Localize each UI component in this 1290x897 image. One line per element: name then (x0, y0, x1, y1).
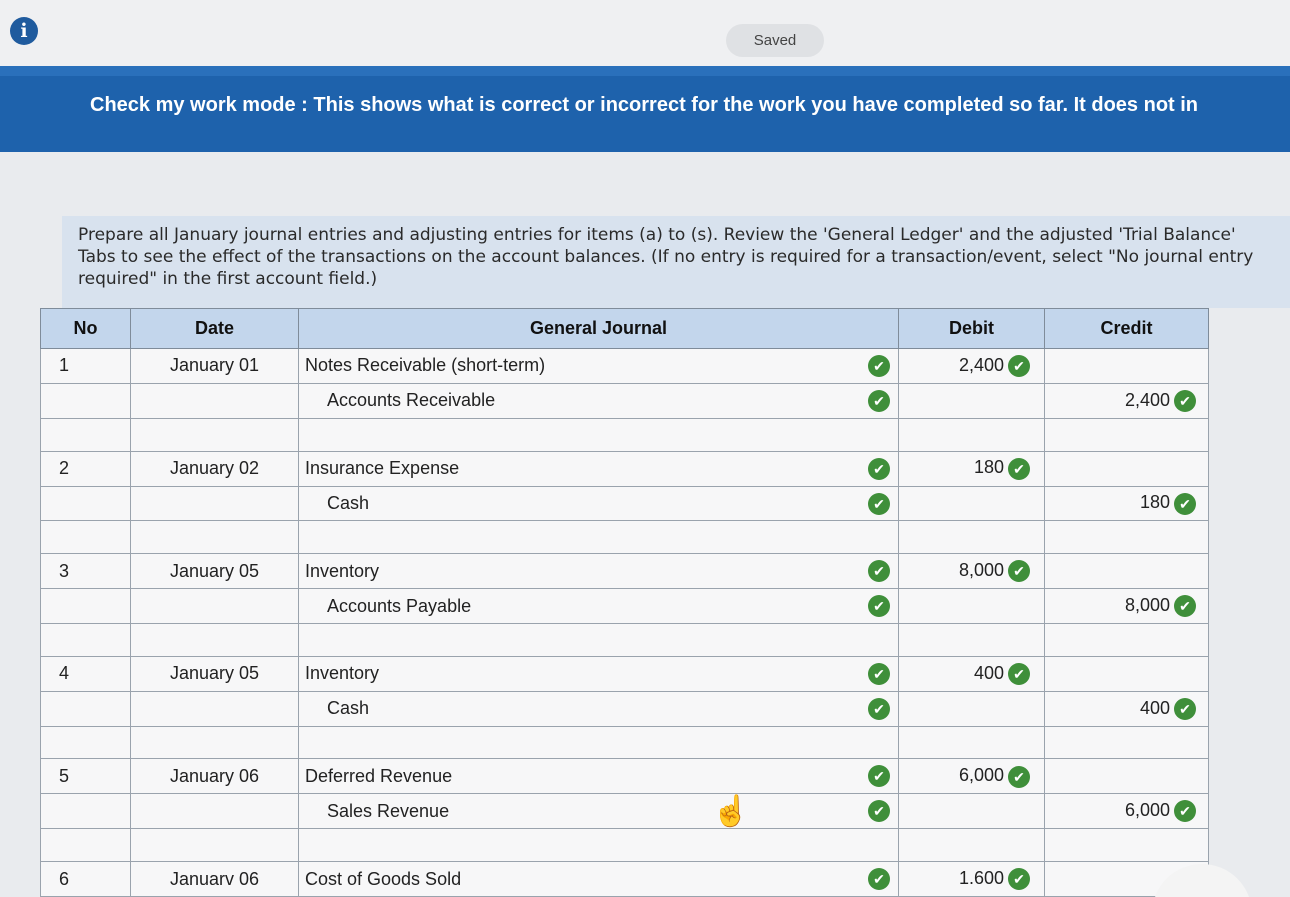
check-circle-icon: ✔ (868, 698, 890, 720)
table-row (41, 383, 1209, 418)
check-circle-icon: ✔ (1174, 595, 1196, 617)
credit-field[interactable] (1045, 383, 1209, 418)
check-circle-icon: ✔ (868, 390, 890, 412)
debit-field[interactable] (899, 794, 1045, 829)
account-name: Sales Revenue (327, 800, 450, 821)
date-value: January 05 (169, 663, 260, 684)
header-general-journal: General Journal (299, 309, 899, 349)
account-field[interactable] (299, 383, 899, 418)
table-row (41, 418, 1209, 451)
account-name: Cash (327, 698, 370, 719)
account-name: Inventory (305, 663, 380, 684)
debit-field[interactable] (899, 726, 1045, 759)
entry-number (41, 418, 131, 451)
check-circle-icon: ✔ (1008, 355, 1030, 377)
entry-number (41, 383, 131, 418)
check-my-work-banner (0, 66, 1290, 152)
debit-field[interactable] (899, 383, 1045, 418)
debit-field[interactable] (899, 656, 1045, 691)
table-row (41, 486, 1209, 521)
table-row (41, 794, 1209, 829)
entry-number (41, 589, 131, 624)
check-circle-icon: ✔ (1008, 560, 1030, 582)
debit-field[interactable] (899, 862, 1045, 897)
account-name: Cost of Goods Sold (305, 868, 462, 889)
instructions-text: Prepare all January journal entries and adjusting entries for items (a) to (s). Review the 'General Ledger' and the adjusted 'Trial Balance' Tabs to see the effect of the transactions on the account balances. (If no entry is required for a transaction/event, select "No journal entry required" in the first account field.) (62, 216, 1290, 308)
check-circle-icon: ✔ (1174, 390, 1196, 412)
check-circle-icon: ✔ (868, 765, 890, 787)
entry-date[interactable] (131, 691, 299, 726)
account-field[interactable] (299, 759, 899, 794)
table-row (41, 349, 1209, 384)
header-debit: Debit (899, 309, 1045, 349)
entry-number (41, 794, 131, 829)
table-row (41, 554, 1209, 589)
account-field[interactable] (299, 726, 899, 759)
table-row (41, 521, 1209, 554)
credit-field[interactable] (1045, 691, 1209, 726)
table-row (41, 829, 1209, 862)
table-row (41, 862, 1209, 897)
account-field[interactable] (299, 691, 899, 726)
entry-number (41, 726, 131, 759)
credit-field[interactable] (1045, 759, 1209, 794)
entry-date[interactable] (131, 862, 299, 897)
date-value: January 06 (169, 765, 260, 786)
debit-value: 1.600 (958, 867, 1004, 888)
credit-field[interactable] (1045, 418, 1209, 451)
account-field[interactable] (299, 486, 899, 521)
entry-date[interactable] (131, 554, 299, 589)
table-row (41, 451, 1209, 486)
check-circle-icon: ✔ (868, 800, 890, 822)
credit-field[interactable] (1045, 656, 1209, 691)
debit-field[interactable] (899, 486, 1045, 521)
credit-field[interactable] (1045, 554, 1209, 589)
debit-field[interactable] (899, 521, 1045, 554)
entry-date[interactable] (131, 383, 299, 418)
entry-number (41, 691, 131, 726)
table-header-row (41, 309, 1209, 349)
credit-field[interactable] (1045, 451, 1209, 486)
header-no: No (41, 309, 131, 349)
table-row (41, 726, 1209, 759)
account-field[interactable] (299, 451, 899, 486)
debit-field[interactable] (899, 349, 1045, 384)
saved-status-badge: Saved (726, 24, 824, 57)
debit-field[interactable] (899, 418, 1045, 451)
credit-field[interactable] (1045, 624, 1209, 657)
entry-number: 2 (41, 451, 131, 486)
account-field[interactable] (299, 829, 899, 862)
account-name: Inventory (305, 560, 380, 581)
entry-number: 4 (41, 656, 131, 691)
table-row (41, 691, 1209, 726)
account-field[interactable] (299, 418, 899, 451)
entry-date[interactable] (131, 451, 299, 486)
check-circle-icon: ✔ (1174, 800, 1196, 822)
debit-value: 400 (973, 662, 1004, 683)
debit-value: 6,000 (958, 765, 1004, 786)
check-circle-icon: ✔ (1008, 766, 1030, 788)
date-value: January 05 (169, 560, 260, 581)
entry-number: 1 (41, 349, 131, 384)
credit-field[interactable] (1045, 589, 1209, 624)
account-field[interactable] (299, 554, 899, 589)
debit-value: 8,000 (958, 560, 1004, 581)
debit-field[interactable] (899, 829, 1045, 862)
account-field[interactable] (299, 794, 899, 829)
account-field[interactable] (299, 656, 899, 691)
credit-field[interactable] (1045, 486, 1209, 521)
top-bar (0, 0, 1290, 66)
check-circle-icon: ✔ (868, 493, 890, 515)
table-row (41, 624, 1209, 657)
entry-date[interactable] (131, 589, 299, 624)
table-row (41, 589, 1209, 624)
entry-date[interactable] (131, 829, 299, 862)
banner-text: Check my work mode : This shows what is correct or incorrect for the work you have completed so far. It does not in (90, 94, 1199, 116)
entry-number (41, 829, 131, 862)
debit-value: 2,400 (958, 354, 1004, 375)
account-field[interactable] (299, 624, 899, 657)
date-value: January 02 (169, 458, 260, 479)
credit-field[interactable] (1045, 829, 1209, 862)
debit-field[interactable] (899, 624, 1045, 657)
table-row (41, 759, 1209, 794)
credit-field[interactable] (1045, 726, 1209, 759)
check-circle-icon: ✔ (1174, 493, 1196, 515)
entry-number: 5 (41, 759, 131, 794)
account-name: Accounts Receivable (327, 390, 496, 411)
check-circle-icon: ✔ (1174, 698, 1196, 720)
credit-field[interactable] (1045, 521, 1209, 554)
credit-field[interactable] (1045, 349, 1209, 384)
check-circle-icon: ✔ (868, 355, 890, 377)
info-icon[interactable]: i (10, 17, 38, 45)
debit-field[interactable] (899, 759, 1045, 794)
entry-number: 6 (41, 862, 131, 897)
credit-value: 180 (1139, 492, 1170, 513)
account-name: Insurance Expense (305, 458, 460, 479)
account-name: Notes Receivable (short-term) (305, 355, 546, 376)
credit-field[interactable] (1045, 794, 1209, 829)
check-circle-icon: ✔ (1008, 458, 1030, 480)
credit-value: 2,400 (1124, 389, 1170, 410)
entry-date[interactable] (131, 656, 299, 691)
entry-date[interactable] (131, 759, 299, 794)
account-field[interactable] (299, 589, 899, 624)
entry-date[interactable] (131, 486, 299, 521)
entry-number (41, 521, 131, 554)
entry-date[interactable] (131, 726, 299, 759)
date-value: January 01 (169, 355, 260, 376)
entry-date[interactable] (131, 418, 299, 451)
check-circle-icon: ✔ (868, 595, 890, 617)
general-journal-table (40, 308, 1209, 897)
entry-date[interactable] (131, 349, 299, 384)
check-circle-icon: ✔ (868, 458, 890, 480)
entry-number: 3 (41, 554, 131, 589)
hand-pointer-icon: ☝ (712, 795, 750, 828)
debit-field[interactable] (899, 451, 1045, 486)
account-name: Cash (327, 492, 370, 513)
account-name: Deferred Revenue (305, 765, 453, 786)
entry-number (41, 486, 131, 521)
account-field[interactable] (299, 862, 899, 897)
debit-field[interactable] (899, 554, 1045, 589)
credit-value: 6,000 (1124, 800, 1170, 821)
entry-date[interactable] (131, 521, 299, 554)
debit-value: 180 (973, 457, 1004, 478)
account-field[interactable] (299, 349, 899, 384)
entry-date[interactable] (131, 624, 299, 657)
account-name: Accounts Payable (327, 595, 472, 616)
check-circle-icon: ✔ (1008, 663, 1030, 685)
debit-field[interactable] (899, 589, 1045, 624)
header-date: Date (131, 309, 299, 349)
account-field[interactable] (299, 521, 899, 554)
check-circle-icon: ✔ (868, 868, 890, 890)
credit-value: 400 (1139, 697, 1170, 718)
check-circle-icon: ✔ (1008, 868, 1030, 890)
check-circle-icon: ✔ (868, 663, 890, 685)
entry-date[interactable] (131, 794, 299, 829)
debit-field[interactable] (899, 691, 1045, 726)
header-credit: Credit (1045, 309, 1209, 349)
date-value: Januarv 06 (169, 868, 260, 889)
credit-value: 8,000 (1124, 594, 1170, 615)
table-row (41, 656, 1209, 691)
entry-number (41, 624, 131, 657)
check-circle-icon: ✔ (868, 560, 890, 582)
